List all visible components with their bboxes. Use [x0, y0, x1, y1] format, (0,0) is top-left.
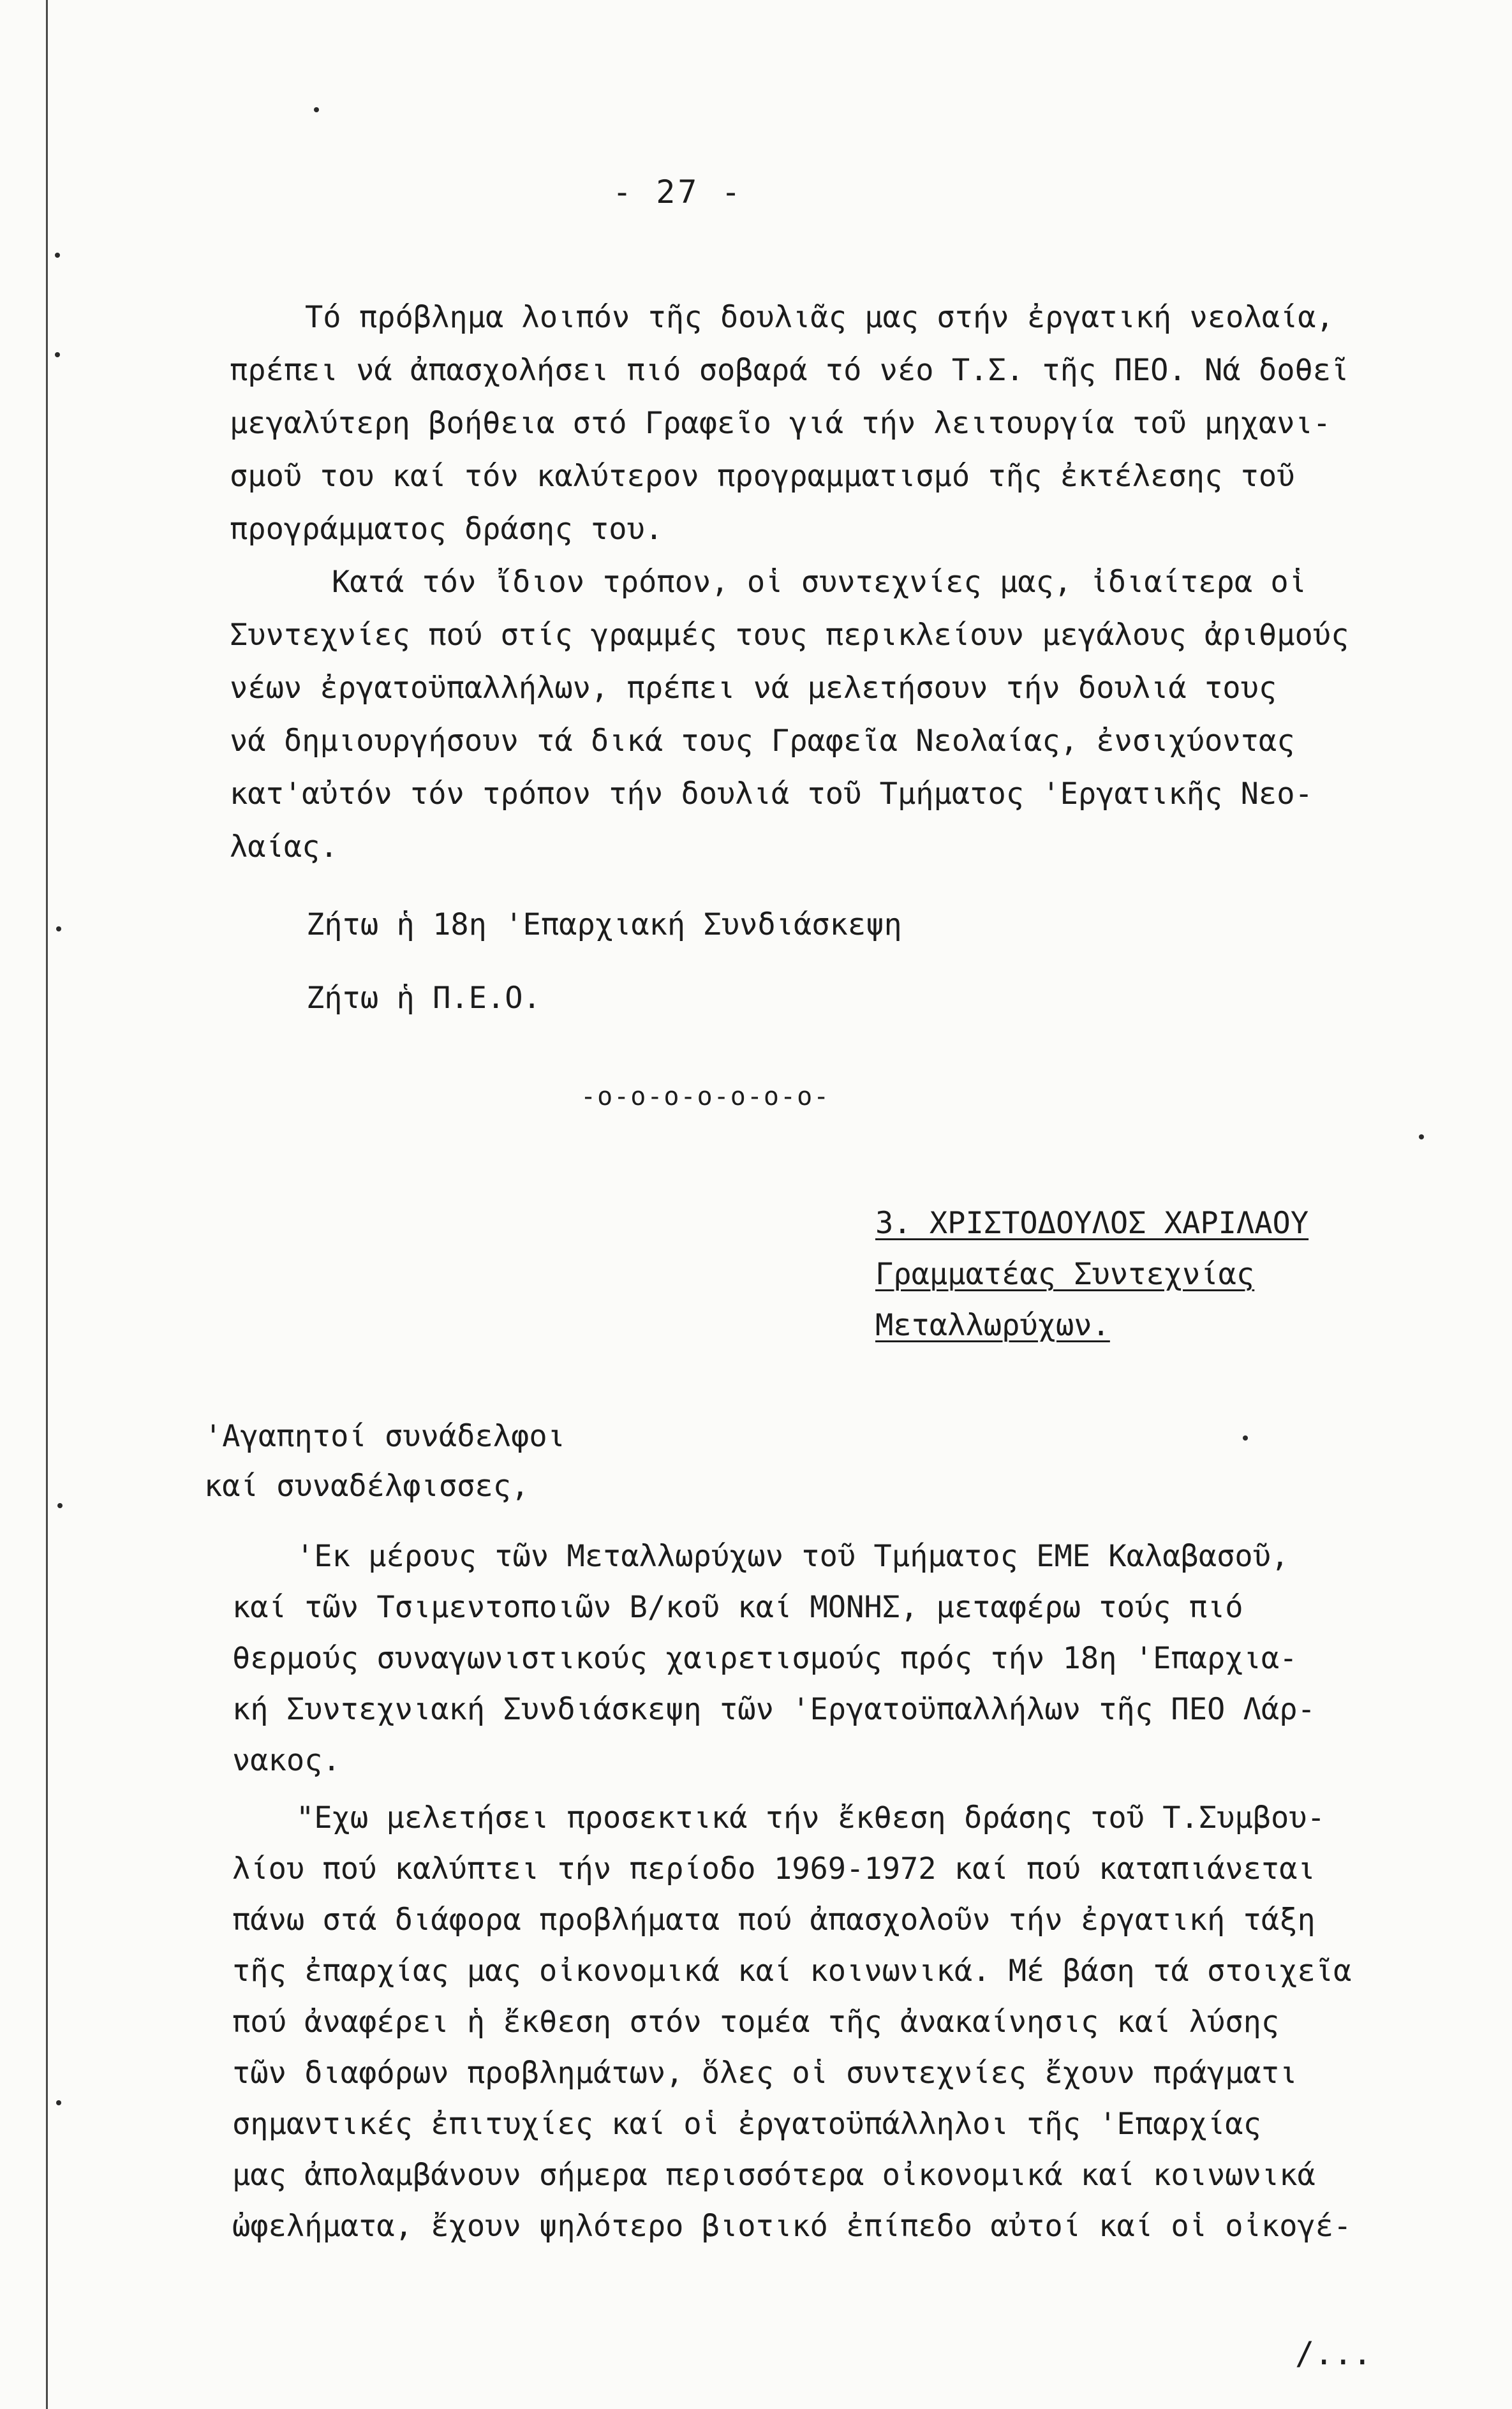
text-line: "Εχω μελετήσει προσεκτικά τήν ἔκθεση δράσης τοῦ Τ.Συμβου-	[296, 1800, 1325, 1835]
scan-speck	[1243, 1435, 1248, 1441]
text-line: μεγαλύτερη βοήθεια στό Γραφεῖο γιά τήν λειτουργία τοῦ μηχανι-	[230, 406, 1331, 441]
text-line: λίου πού καλύπτει τήν περίοδο 1969-1972 καί πού καταπιάνεται	[232, 1851, 1316, 1886]
greeting-line: 'Αγαπητοί συνάδελφοι	[204, 1419, 565, 1454]
text-line: τῆς ἐπαρχίας μας οἰκονομικά καί κοινωνικά. Μέ βάση τά στοιχεῖα	[232, 1953, 1352, 1989]
text-line: Τό πρόβλημα λοιπόν τῆς δουλιᾶς μας στήν ἐργατική νεολαία,	[305, 300, 1334, 335]
scan-speck	[57, 1503, 63, 1508]
slogan: Ζήτω ἡ Π.Ε.Ο.	[306, 981, 541, 1016]
slogan: Ζήτω ἡ 18η 'Επαρχιακή Συνδιάσκεψη	[306, 907, 902, 942]
text-line: Κατά τόν ἴδιον τρόπον, οἱ συντεχνίες μας, ἰδιαίτερα οἱ	[332, 565, 1307, 600]
text-line: προγράμματος δράσης του.	[230, 512, 663, 547]
text-line: πού ἀναφέρει ἡ ἔκθεση στόν τομέα τῆς ἀνακαίνησις καί λύσης	[232, 2005, 1280, 2040]
speaker-title: Γραμματέας Συντεχνίας	[875, 1257, 1255, 1292]
scan-speck	[1419, 1134, 1424, 1139]
text-line: λαίας.	[230, 829, 338, 864]
continuation-mark: /...	[1295, 2335, 1372, 2372]
text-line: μας ἀπολαμβάνουν σήμερα περισσότερα οἰκονομικά καί κοινωνικά	[232, 2158, 1316, 2193]
scan-speck	[314, 107, 319, 112]
speaker-union: Μεταλλωρύχων.	[875, 1308, 1110, 1343]
text-line: σμοῦ του καί τόν καλύτερον προγραμματισμό τῆς ἐκτέλεσης τοῦ	[230, 459, 1295, 494]
text-line: τῶν διαφόρων προβλημάτων, ὅλες οἱ συντεχνίες ἔχουν πράγματι	[232, 2056, 1298, 2091]
text-line: κή Συντεχνιακή Συνδιάσκεψη τῶν 'Εργατοϋπαλλήλων τῆς ΠΕΟ Λάρ-	[232, 1692, 1316, 1727]
text-line: καί τῶν Τσιμεντοποιῶν Β/κοῦ καί ΜΟΝΗΣ, μεταφέρω τούς πιό	[232, 1590, 1243, 1625]
section-separator: -o-o-o-o-o-o-o-	[581, 1082, 831, 1111]
scan-speck	[56, 2100, 61, 2105]
text-line: θερμούς συναγωνιστικούς χαιρετισμούς πρός τήν 18η 'Επαρχια-	[232, 1641, 1298, 1676]
scan-speck	[55, 352, 60, 357]
left-margin-line	[46, 0, 48, 2409]
text-line: σημαντικές ἐπιτυχίες καί οἱ ἐργατοϋπάλληλοι τῆς 'Επαρχίας	[232, 2107, 1261, 2142]
page-number: - 27 -	[612, 174, 743, 211]
text-line: 'Εκ μέρους τῶν Μεταλλωρύχων τοῦ Τμήματος ΕΜΕ Καλαβασοῦ,	[296, 1539, 1289, 1574]
text-line: κατ'αὐτόν τόν τρόπον τήν δουλιά τοῦ Τμήματος 'Εργατικῆς Νεο-	[230, 776, 1313, 812]
text-line: νέων ἐργατοϋπαλλήλων, πρέπει νά μελετήσουν τήν δουλιά τους	[230, 671, 1277, 706]
text-line: νά δημιουργήσουν τά δικά τους Γραφεῖα Νεολαίας, ἐνσιχύοντας	[230, 723, 1295, 759]
speaker-name: 3. ΧΡΙΣΤΟΔΟΥΛΟΣ ΧΑΡΙΛΑΟΥ	[875, 1206, 1309, 1241]
text-line: ὠφελήματα, ἔχουν ψηλότερο βιοτικό ἐπίπεδο αὐτοί καί οἱ οἰκογέ-	[232, 2209, 1352, 2244]
scan-speck	[55, 253, 60, 258]
scan-speck	[56, 926, 61, 931]
text-line: Συντεχνίες πού στίς γραμμές τους περικλείουν μεγάλους ἀριθμούς	[230, 618, 1349, 653]
text-line: νακος.	[232, 1743, 341, 1778]
text-line: πάνω στά διάφορα προβλήματα πού ἀπασχολοῦν τήν ἐργατική τάξη	[232, 1902, 1316, 1938]
greeting-line: καί συναδέλφισσες,	[204, 1469, 530, 1504]
text-line: πρέπει νά ἀπασχολήσει πιό σοβαρά τό νέο Τ.Σ. τῆς ΠΕΟ. Νά δοθεῖ	[230, 353, 1349, 388]
